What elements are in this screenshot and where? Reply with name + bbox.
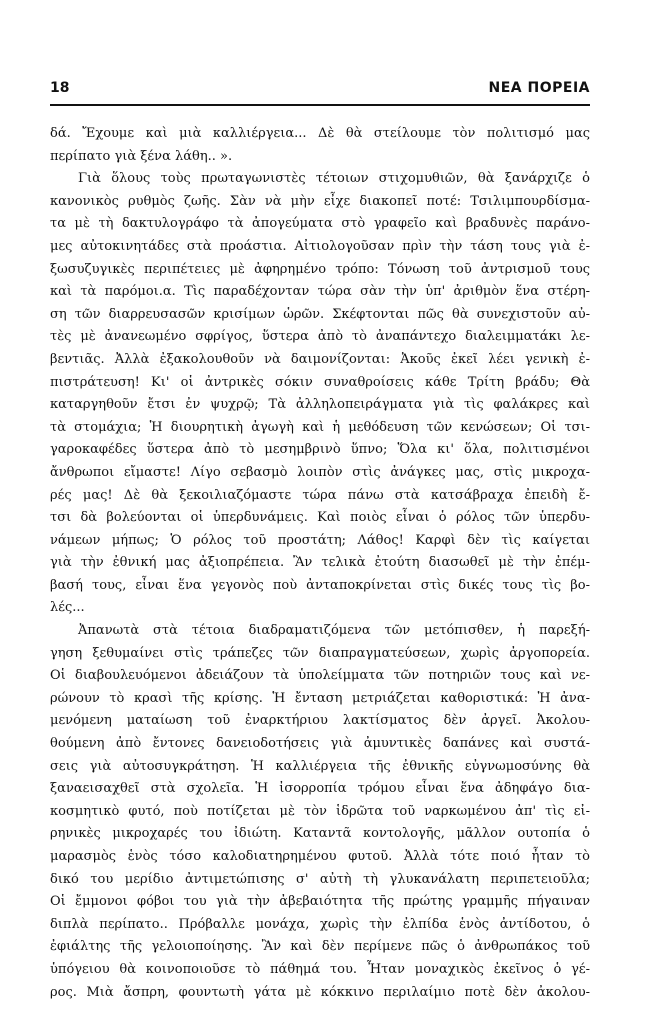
text-line: μες αὐτοκινητάδες στὰ προάστια. Αἰτιολογοῦσαν πρὶν τὴν τάση τους γιὰ ἐ- <box>50 238 590 254</box>
text-line: ρώνουν τὸ κρασὶ τῆς κρίσης. Ἡ ἔνταση μετριάζεται καθοριστικά: Ἡ ἀνα- <box>50 690 590 706</box>
text-line: ρος. Μιὰ ἄσπρη, φουντωτὴ γάτα μὲ κόκκινο περιλαίμιο ποτὲ δὲν ἀκολου- <box>50 984 590 1000</box>
text-line: ξαναεισαχθεῖ στὰ σχολεῖα. Ἡ ἰσορροπία τρόμου εἶναι ἕνα ἀδηφάγο δια- <box>50 781 590 797</box>
text-line: τὲς μὲ ἀνανεωμένο σφρίγος, ὕστερα ἀπὸ τὸ ἀναπάντεχο διαλειμματάκι λε- <box>50 329 590 345</box>
text-line: τα μὲ τὴ δακτυλογράφο τὰ ἀπογεύματα στὸ γραφεῖο καὶ βραδυνὲς παράνο- <box>50 216 590 232</box>
page-number: 18 <box>50 80 70 96</box>
text-line: πιστράτευση! Κι' οἱ ἀντρικὲς σόκιν συναθροίσεις κάθε Τρίτη βράδυ; Θὰ <box>50 374 590 390</box>
text-line: λές... <box>50 600 85 616</box>
text-line: γηση ξεθυμαίνει στὶς τράπεζες τῶν διαπραγματεύσεων, χωρὶς ἀργοπορεία. <box>50 645 590 661</box>
text-line: ἐφιάλτης τῆς γελοιοποίησης. Ἂν καὶ δὲν περίμενε πῶς ὁ ἀνθρωπάκος τοῦ <box>50 939 590 955</box>
text-line: γιὰ τὴν ἐθνική μας ἀξιοπρέπεια. Ἂν τελικὰ ἐτούτη διασωθεῖ μὲ τὴν ἐπέμ- <box>50 555 590 571</box>
page-header <box>50 80 590 96</box>
text-line: βεντιᾶς. Ἀλλὰ ἐξακολουθοῦν νὰ δαιμονίζονται: Ἀκοῦς ἐκεῖ λέει γενικὴ ἐ- <box>50 351 590 367</box>
text-line: διπλὰ περίπατο.. Πρόβαλλε μονάχα, χωρὶς τὴν ἐλπίδα ἑνὸς ἀντίδοτου, ὁ <box>50 916 590 932</box>
text-line: Οἱ διαβουλευόμενοι ἀδειάζουν τὰ ὑπολείμματα τῶν ποτηριῶν τους καὶ νε- <box>50 668 590 684</box>
text-line: κανονικὸς ρυθμὸς ζωῆς. Σὰν νὰ μὴν εἶχε διακοπεῖ ποτέ: Τσιλιμπουρδίσμα- <box>50 193 590 209</box>
text-line: Γιὰ ὅλους τοὺς πρωταγωνιστὲς τέτοιων στιχομυθιῶν, θὰ ξανάρχιζε ὁ <box>78 171 590 187</box>
text-line: τσι δὰ βολεύονται οἱ ὑπερδυνάμεις. Καὶ ποιὸς εἶναι ὁ ρόλος τῶν ὑπερδυ- <box>50 510 590 526</box>
text-line: ρές μας! Δὲ θὰ ξεκοιλιαζόμαστε τώρα πάνω στὰ κατσάβραχα ἐπειδὴ ἔ- <box>50 487 590 503</box>
text-line: δά. Ἔχουμε καὶ μιὰ καλλιέργεια... Δὲ θὰ στείλουμε τὸν πολιτισμό μας <box>50 126 590 141</box>
text-line: ξωσυζυγικὲς περιπέτειες μὲ ἀφηρημένο τρόπο: Τόνωση τοῦ ἀντρισμοῦ τους <box>50 261 590 277</box>
running-title: ΝΕΑ ΠΟΡΕΙΑ <box>488 80 590 96</box>
text-line: περίπατο γιὰ ξένα λάθη.. ». <box>50 148 233 164</box>
text-line: ρηνικὲς μικροχαρές του ἰδιώτη. Καταντᾶ κοντολογῆς, μᾶλλον ουτοπία ὁ <box>50 826 590 842</box>
text-line: σεις γιὰ αὐτοσυγκράτηση. Ἡ καλλιέργεια τῆς ἐθνικῆς εὐγνωμοσύνης θὰ <box>50 758 590 774</box>
text-line: καὶ τὰ παρόμοι.α. Τὶς παραδέχονταν τώρα σὰν τὴν ὑπ' ἀριθμὸν ἕνα στέρη- <box>50 284 590 300</box>
text-line: μενόμενη ματαίωση τοῦ ἐναρκτήριου λακτίσματος δὲν ἀργεῖ. Ἀκολου- <box>50 713 590 729</box>
text-line: Οἱ ἔμμονοι φόβοι του γιὰ τὴν ἀβεβαιότητα τῆς πρώτης γραμμῆς πήγαιναν <box>50 894 590 910</box>
text-line: γαροκαφέδες ὕστερα ἀπὸ τὸ μεσημβρινὸ ὕπνο; Ὅλα κι' ὅλα, πολιτισμένοι <box>50 442 590 458</box>
text-line: καταργηθοῦν ἔτσι ἐν ψυχρῷ; Τὰ ἀλληλοπειράγματα γιὰ τὶς φαλάκρες καὶ <box>50 397 590 413</box>
text-line: Ἀπανωτὰ στὰ τέτοια διαδραματιζόμενα τῶν μετόπισθεν, ἡ παρεξή- <box>78 623 590 639</box>
text-line: ὑπόγειου θὰ κοινοποιοῦσε τὸ πάθημά του. Ἦταν μοναχικὸς ἐκεῖνος ὁ γέ- <box>50 961 590 977</box>
body-text <box>50 123 590 1004</box>
text-line: βασή τους, εἶναι ἕνα γεγονὸς ποὺ ἀνταποκρίνεται στὶς δικές τους τὶς βο- <box>50 577 590 593</box>
header-rule <box>50 104 590 106</box>
text-line: μαρασμὸς ἑνὸς τόσο καλοδιατηρημένου φυτοῦ. Ἀλλὰ τότε ποιό ἦταν τὸ <box>50 849 590 864</box>
text-line: κοσμητικὸ φυτό, ποὺ ποτίζεται μὲ τὸν ἱδρῶτα τοῦ ναρκωμένου ἀπ' τὶς εἰ- <box>50 803 590 819</box>
text-line: νάμεων μήπως; Ὁ ρόλος τοῦ προστάτη; Λάθος! Καρφὶ δὲν τὶς καίγεται <box>50 532 590 548</box>
text-line: θούμενη ἀπὸ ἔντονες δανειοδοτήσεις γιὰ ἀμυντικὲς δαπάνες καὶ συστά- <box>50 736 590 752</box>
text-line: ἄνθρωποι εἴμαστε! Λίγο σεβασμὸ λοιπὸν στὶς ἀνάγκες μας, στὶς μικροχα- <box>50 464 590 480</box>
text-line: δικό του μερίδιο ἀντιμετώπισης σ' αὐτὴ τὴ γλυκανάλατη περιπετειοῦλα; <box>50 871 590 887</box>
text-line: ση τῶν διαρρευσασῶν κρισίμων ὡρῶν. Σκέφτονται πῶς θὰ συνεχιστοῦν αὐ- <box>50 306 590 322</box>
text-line: τὰ στομάχια; Ἡ διουρητικὴ ἀγωγὴ καὶ ἡ μεθόδευση τῶν κενώσεων; Οἱ τσι- <box>50 419 590 435</box>
